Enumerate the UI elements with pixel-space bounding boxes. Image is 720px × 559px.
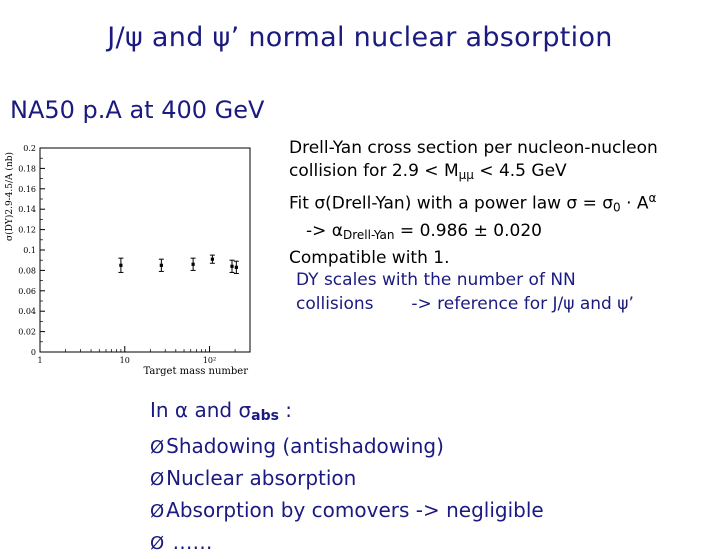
dy-cross-section-chart (0, 140, 260, 380)
description-line-5: Compatible with 1. (289, 247, 450, 268)
y-tick-label: 0.02 (18, 327, 36, 337)
plot-frame (40, 148, 250, 352)
bullet-arrow-icon: Ø (150, 469, 165, 490)
drell-yan-description (289, 137, 658, 270)
y-tick-label: 0.08 (18, 266, 36, 276)
data-point (211, 258, 214, 261)
x-tick-label: 1 (37, 356, 43, 365)
bullet-arrow-icon: Ø (150, 501, 165, 522)
y-tick-label: 0.14 (18, 205, 36, 215)
description-line-1: Drell-Yan cross section per nucleon-nucleon (289, 138, 658, 158)
list-item: Ø Nuclear absorption (150, 466, 357, 490)
y-tick-label: 0.1 (23, 246, 36, 255)
absorption-list (150, 395, 544, 559)
y-tick-label: 0.04 (18, 307, 36, 317)
description-line-4: -> $\alpha_{Drell-Yan} = 0.986 \pm 0.020$ (306, 220, 542, 242)
data-point (192, 263, 195, 266)
note-line-1: DY scales with the number of NN (296, 270, 576, 290)
data-point (119, 264, 122, 267)
bullet-arrow-icon: Ø (150, 533, 165, 554)
list-item: Ø …… (150, 530, 213, 554)
note-line-2: collisions -> reference for J/ψ and ψ’ (296, 294, 634, 314)
y-tick-label: 0.18 (18, 164, 36, 174)
slide-subtitle: NA50 p.A at 400 GeV (10, 96, 265, 124)
list-intro: In α and $\sigma_{abs}$ : (150, 398, 293, 424)
x-axis-label: Target mass number (143, 366, 248, 377)
y-tick-label: 0.06 (18, 286, 36, 296)
y-axis-label: σ(DY)2.9-4.5/A (nb) (5, 152, 15, 241)
bullet-arrow-icon: Ø (150, 437, 165, 458)
list-item: Ø Absorption by comovers -> negligible (150, 498, 544, 522)
data-point (235, 266, 238, 269)
list-item: Ø Shadowing (antishadowing) (150, 434, 444, 458)
dy-scaling-note (296, 268, 634, 316)
y-tick-label: 0 (30, 348, 36, 357)
data-point (160, 264, 163, 267)
y-tick-label: 0.12 (18, 225, 36, 235)
description-line-3: Fit σ(Drell-Yan) with a power law $\sigma = \sigma_0 \cdot A^\alpha$ (289, 191, 657, 215)
y-tick-label: 0.16 (18, 184, 36, 194)
x-tick-label: 10² (202, 356, 217, 365)
data-point (230, 265, 233, 268)
y-tick-label: 0.2 (23, 144, 36, 153)
slide-title: J/ψ and ψ’ normal nuclear absorption (107, 22, 613, 53)
description-line-2: collision for $2.9 < M_{\mu\mu} < 4.5$ GeV (289, 161, 567, 182)
x-tick-label: 10 (119, 356, 130, 365)
